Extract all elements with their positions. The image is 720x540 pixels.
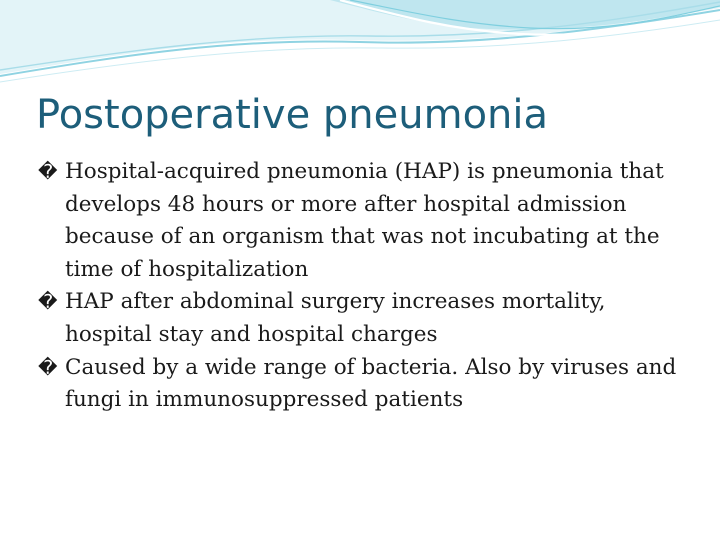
slide-title: Postoperative pneumonia bbox=[36, 92, 549, 138]
bullet-text: Hospital-acquired pneumonia (HAP) is pneumonia that develops 48 hours or more after hospital admission because of an organism that was not incubating at the time of hospitalization bbox=[65, 159, 664, 282]
bullet-glyph-icon: � bbox=[38, 356, 58, 379]
bullet-item-hap-mortality bbox=[38, 286, 678, 351]
bullet-text: Caused by a wide range of bacteria. Also by viruses and fungi in immunosuppressed patients bbox=[65, 354, 677, 413]
decorative-wave-band bbox=[0, 0, 720, 90]
bullet-glyph-icon: � bbox=[38, 291, 58, 314]
bullet-glyph-icon: � bbox=[38, 161, 58, 183]
bullet-item-hap-definition bbox=[38, 156, 678, 286]
bullet-list bbox=[38, 156, 678, 417]
bullet-text: HAP after abdominal surgery increases mortality, hospital stay and hospital charges bbox=[65, 289, 606, 347]
bullet-item-causes bbox=[38, 352, 678, 417]
